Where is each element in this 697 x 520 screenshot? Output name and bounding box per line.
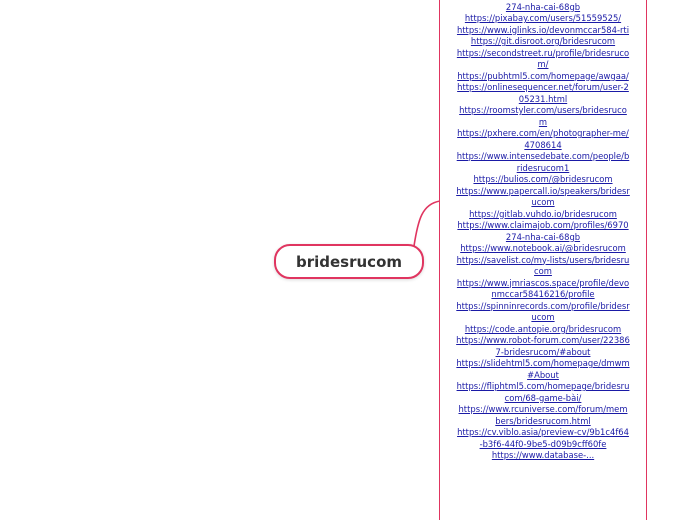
profile-link[interactable]: https://bulios.com/@bridesrucom bbox=[473, 174, 613, 184]
link-item bbox=[456, 186, 630, 209]
link-item bbox=[456, 243, 630, 255]
link-item bbox=[456, 0, 630, 13]
link-item bbox=[456, 82, 630, 105]
profile-link[interactable]: 274-nha-cai-68gb bbox=[505, 1, 581, 12]
link-item bbox=[456, 381, 630, 404]
link-item bbox=[456, 13, 630, 25]
profile-link[interactable]: https://slidehtml5.com/homepage/dmwm#About bbox=[456, 358, 630, 380]
profile-link[interactable]: https://www.jmriascos.space/profile/devonmccar58416216/profile bbox=[456, 277, 630, 299]
link-item bbox=[456, 427, 630, 450]
link-item bbox=[456, 174, 630, 186]
central-topic-node[interactable] bbox=[274, 244, 424, 279]
profile-link[interactable]: https://gitlab.vuhdo.io/bridesrucom bbox=[469, 208, 617, 219]
profile-link[interactable]: https://code.antopie.org/bridesrucom bbox=[464, 323, 622, 334]
profile-link[interactable]: https://git.disroot.org/bridesrucom bbox=[470, 36, 616, 46]
profile-link[interactable]: https://www.database-... bbox=[491, 450, 595, 460]
profile-link[interactable]: https://pubhtml5.com/homepage/awgaa/ bbox=[457, 70, 629, 81]
profile-link[interactable]: https://www.robot-forum.com/user/223867-bridesrucom/#about bbox=[456, 335, 630, 357]
link-item bbox=[456, 358, 630, 381]
link-item bbox=[456, 301, 630, 324]
profile-link[interactable]: https://roomstyler.com/users/bridesrucom bbox=[459, 105, 627, 127]
links-panel bbox=[439, 0, 647, 520]
link-item bbox=[456, 450, 630, 462]
profile-link[interactable]: https://www.notebook.ai/@bridesrucom bbox=[460, 243, 626, 253]
link-item bbox=[456, 36, 630, 48]
profile-link[interactable]: https://www.iglinks.io/devonmccar584-rti bbox=[456, 24, 630, 35]
profile-link[interactable]: https://fliphtml5.com/homepage/bridesrucom/68-game-bài/ bbox=[456, 381, 630, 403]
link-list bbox=[440, 0, 646, 462]
link-item bbox=[456, 404, 630, 427]
link-item bbox=[456, 278, 630, 301]
link-item bbox=[456, 151, 630, 174]
profile-link[interactable]: https://pxhere.com/en/photographer-me/4708614 bbox=[457, 128, 629, 150]
link-item bbox=[456, 335, 630, 358]
profile-link[interactable]: https://spinninrecords.com/profile/bridesrucom bbox=[456, 300, 630, 322]
profile-link[interactable]: https://www.papercall.io/speakers/bridesrucom bbox=[456, 185, 630, 207]
link-item bbox=[456, 255, 630, 278]
link-item bbox=[456, 48, 630, 71]
link-item bbox=[456, 220, 630, 243]
profile-link[interactable]: https://pixabay.com/users/51559525/ bbox=[464, 13, 622, 23]
central-topic-label: bridesrucom bbox=[295, 252, 403, 271]
profile-link[interactable]: https://secondstreet.ru/profile/bridesrucom/ bbox=[456, 47, 630, 69]
profile-link[interactable]: https://www.rcuniverse.com/forum/members/bridesrucom.html bbox=[458, 404, 628, 426]
link-item bbox=[456, 25, 630, 37]
link-item bbox=[456, 128, 630, 151]
link-item bbox=[456, 105, 630, 128]
link-item bbox=[456, 71, 630, 83]
link-item bbox=[456, 209, 630, 221]
connector-curve bbox=[414, 201, 440, 246]
profile-link[interactable]: https://savelist.co/my-lists/users/bridesrucom bbox=[456, 254, 630, 276]
profile-link[interactable]: https://www.intensedebate.com/people/bridesrucom1 bbox=[456, 151, 630, 173]
profile-link[interactable]: https://onlinesequencer.net/forum/user-205231.html bbox=[457, 82, 629, 104]
link-item bbox=[456, 324, 630, 336]
profile-link[interactable]: https://cv.viblo.asia/preview-cv/9b1c4f64-b3f6-44f0-9be5-d09b9cff60fe bbox=[457, 427, 629, 449]
profile-link[interactable]: https://www.claimajob.com/profiles/6970274-nha-cai-68gb bbox=[457, 220, 629, 242]
